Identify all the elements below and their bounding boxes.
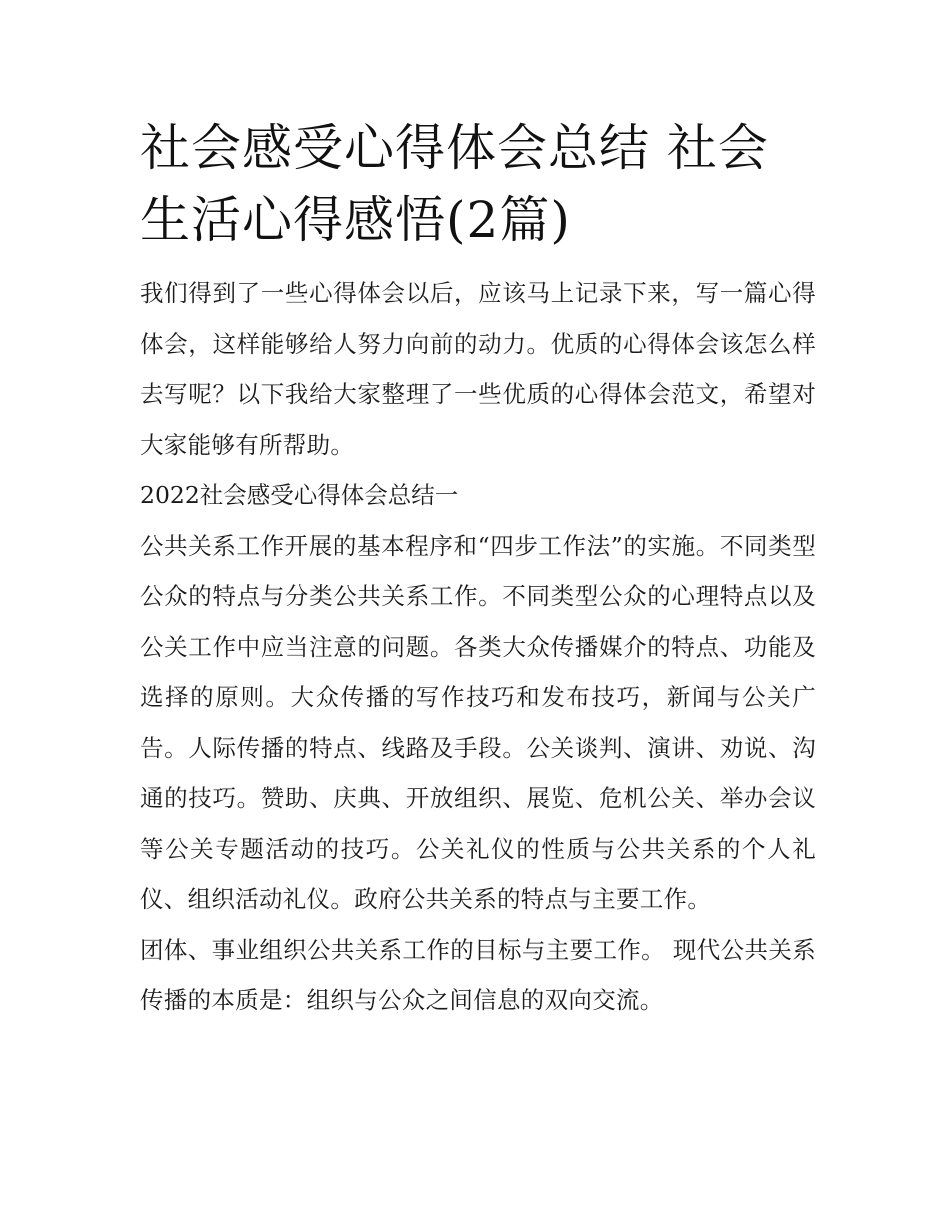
document-title: 社会感受心得体会总结 社会生活心得感悟(2篇) (140, 119, 769, 249)
document-page (140, 112, 816, 1026)
section-heading: 2022社会感受心得体会总结一 (140, 481, 459, 509)
intro-paragraph: 我们得到了一些心得体会以后，应该马上记录下来，写一篇心得体会，这样能够给人努力向前的动力。优质的心得体会该怎么样去写呢？以下我给大家整理了一些优质的心得体会范文，希望对大家能够有所帮助。 (140, 279, 816, 459)
body-paragraph-2: 团体、事业组织公共关系工作的目标与主要工作。 现代公共关系传播的本质是：组织与公众之间信息的双向交流。 (140, 935, 816, 1014)
body-paragraph-1: 公共关系工作开展的基本程序和“四步工作法”的实施。不同类型公众的特点与分类公共关系工作。不同类型公众的心理特点以及公关工作中应当注意的问题。各类大众传播媒介的特点、功能及选择的原则。大众传播的写作技巧和发布技巧，新闻与公关广告。人际传播的特点、线路及手段。公关谈判、演讲、劝说、沟通的技巧。赞助、庆典、开放组织、展览、危机公关、举办会议等公关专题活动的技巧。公关礼仪的性质与公共关系的个人礼仪、组织活动礼仪。政府公共关系的特点与主要工作。 (140, 531, 816, 913)
